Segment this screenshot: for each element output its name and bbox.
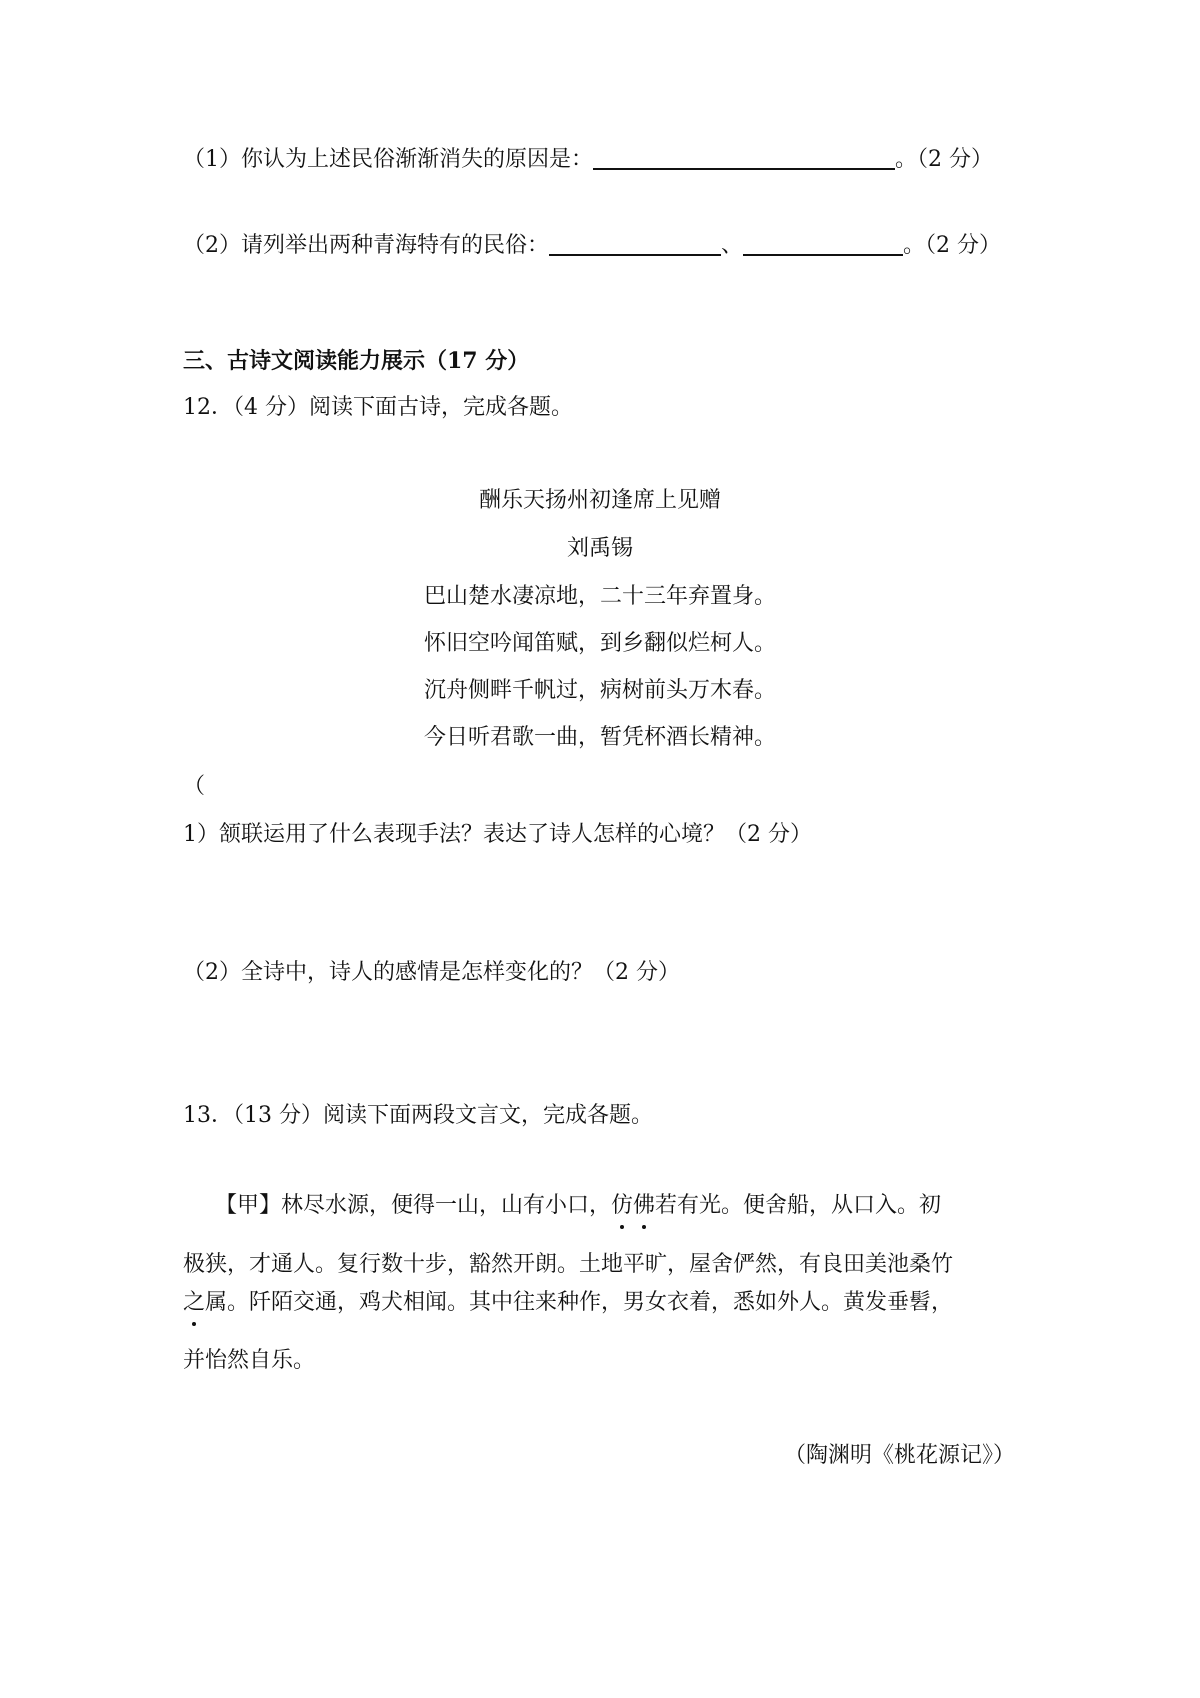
q12-intro: 12．（4 分）阅读下面古诗，完成各题。 — [183, 395, 573, 420]
passage-source: （陶渊明《桃花源记》） — [783, 1443, 1015, 1468]
passage-line-3-rest: 属。阡陌交通，鸡犬相闻。其中往来种作，男女衣着，悉如外人。黄发垂髫， — [205, 1290, 954, 1315]
poem-author: 刘禹锡 — [566, 536, 633, 561]
passage-line-3 — [183, 1292, 953, 1314]
q11-part1-text: （1）你认为上述民俗渐渐消失的原因是： — [183, 147, 593, 172]
q11-part2-separator: 、 — [721, 233, 744, 258]
section-3-title: 三、古诗文阅读能力展示（17 分） — [183, 348, 530, 374]
q11-part2-text: （2）请列举出两种青海特有的民俗： — [183, 233, 549, 258]
q11-part1-tail: 。（2 分） — [895, 147, 993, 172]
q11-part2-answer-blank-2[interactable] — [743, 234, 903, 256]
passage-line-1-a: 【甲】林尽水源，便得一山，山有小口， — [215, 1193, 612, 1218]
q11-part2 — [183, 234, 1001, 257]
dotted-char-zhi: 之 — [183, 1290, 206, 1315]
q11-part1-answer-blank[interactable] — [593, 148, 895, 170]
dotted-char-fu: 佛 — [633, 1193, 656, 1218]
q12-sub-question-1: 1）颔联运用了什么表现手法？表达了诗人怎样的心境？（2 分） — [183, 822, 812, 847]
poem-line-4: 今日听君歌一曲，暂凭杯酒长精神。 — [423, 725, 776, 750]
q13-intro: 13．（13 分）阅读下面两段文言文，完成各题。 — [183, 1103, 653, 1128]
poem-line-3: 沉舟侧畔千帆过，病树前头万木春。 — [423, 678, 776, 703]
poem-line-2: 怀旧空吟闻笛赋，到乡翻似烂柯人。 — [423, 631, 776, 656]
passage-line-1 — [215, 1195, 941, 1217]
dotted-char-fang: 仿 — [611, 1193, 634, 1218]
passage-line-1-b: 若有光。便舍船，从口入。初 — [655, 1193, 942, 1218]
q11-part2-answer-blank-1[interactable] — [549, 234, 721, 256]
passage-line-2: 极狭，才通人。复行数十步，豁然开朗。土地平旷，屋舍俨然，有良田美池桑竹 — [183, 1252, 954, 1277]
poem-title: 酬乐天扬州初逢席上见赠 — [478, 488, 721, 513]
q12-sub-question-2: （2）全诗中，诗人的感情是怎样变化的？（2 分） — [183, 960, 680, 985]
q12-open-paren: （ — [183, 774, 206, 799]
passage-line-4: 并怡然自乐。 — [183, 1348, 316, 1373]
poem-line-1: 巴山楚水凄凉地，二十三年弃置身。 — [423, 584, 776, 609]
q11-part2-tail: 。（2 分） — [903, 233, 1002, 258]
q11-part1 — [183, 148, 993, 171]
